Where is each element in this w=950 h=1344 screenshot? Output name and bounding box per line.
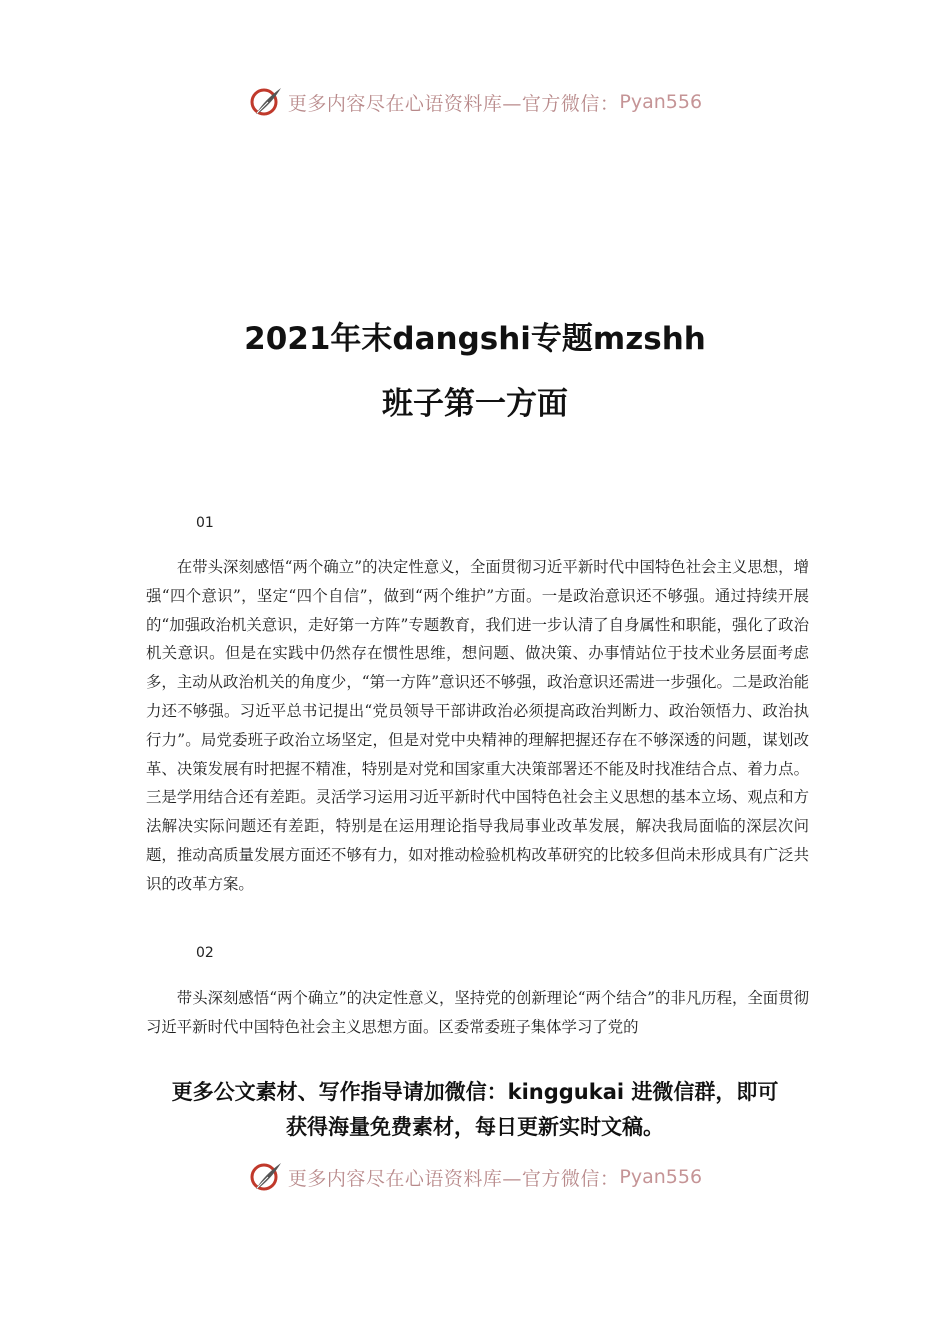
- quill-logo-icon: [248, 84, 284, 120]
- promo-line: 获得海量免费素材，每日更新实时文稿。: [286, 1115, 664, 1139]
- header-brand: [0, 82, 950, 122]
- footer-brand-handle: Pyan556: [619, 1166, 703, 1188]
- promo-line: 更多公文素材、写作指导请加微信：kinggukai 进微信群，即可: [171, 1080, 779, 1104]
- section-number: 02: [196, 945, 214, 961]
- header-brand-handle: Pyan556: [619, 91, 703, 113]
- footer-brand: [0, 1157, 950, 1197]
- section-paragraph: 在带头深刻感悟“两个确立”的决定性意义，全面贯彻习近平新时代中国特色社会主义思想，增强“四个意识”，坚定“四个自信”，做到“两个维护”方面。一是政治意识还不够强。通过持续开展的“加强政治机关意识，走好第一方阵”专题教育，我们进一步认清了自身属性和职能，强化了政治机关意识。但是在实践中仍然存在惯性思维，想问题、做决策、办事情站位于技术业务层面考虑多，主动从政治机关的角度少，“第一方阵”意识还不够强，政治意识还需进一步强化。二是政治能力还不够强。习近平总书记提出“党员领导干部讲政治必须提高政治判断力、政治领悟力、政治执行力”。局党委班子政治立场坚定，但是对党中央精神的理解把握还存在不够深透的问题，谋划改革、决策发展有时把握不精准，特别是对党和国家重大决策部署还不能及时找准结合点、着力点。三是学用结合还有差距。灵活学习运用习近平新时代中国特色社会主义思想的基本立场、观点和方法解决实际问题还有差距，特别是在运用理论指导我局事业改革发展，解决我局面临的深层次问题，推动高质量发展方面还不够有力，如对推动检验机构改革研究的比较多但尚未形成具有广泛共识的改革方案。: [146, 558, 809, 893]
- document-subtitle: 班子第一方面: [382, 386, 568, 422]
- quill-logo-icon: [248, 1159, 284, 1195]
- header-brand-text: 更多内容尽在心语资料库—官方微信：: [287, 92, 620, 115]
- footer-brand-text: 更多内容尽在心语资料库—官方微信：: [287, 1167, 620, 1190]
- document-title: 2021年末dangshi专题mzshh: [244, 321, 706, 357]
- section-number: 01: [196, 515, 214, 531]
- section-paragraph: 带头深刻感悟“两个确立”的决定性意义，坚持党的创新理论“两个结合”的非凡历程，全面贯彻习近平新时代中国特色社会主义思想方面。区委常委班子集体学习了党的: [146, 989, 809, 1036]
